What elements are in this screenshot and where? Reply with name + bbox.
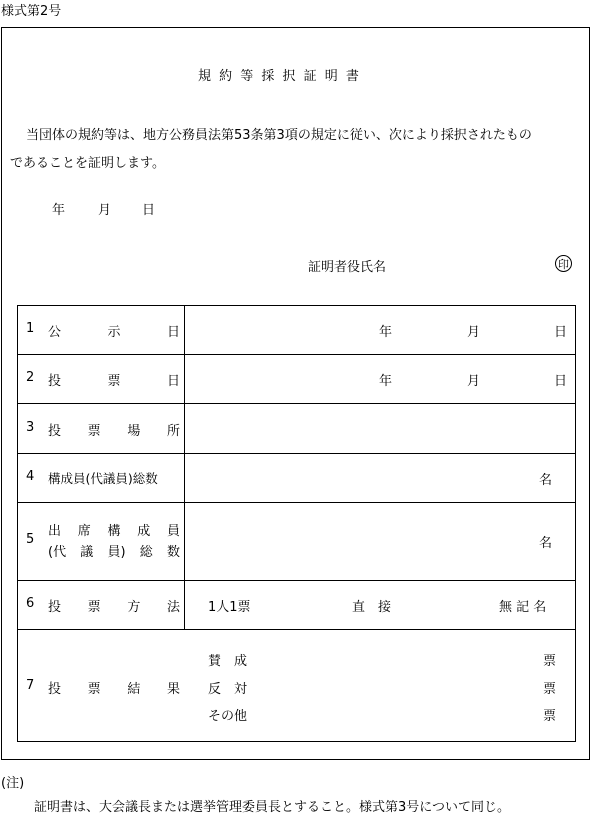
row3-label-char: 票 (87, 424, 101, 439)
date-year-label: 年 (52, 203, 66, 218)
result-other-unit: 票 (543, 709, 557, 724)
row1-number: 1 (26, 321, 35, 336)
details-table (17, 305, 576, 742)
note-label: (注) (1, 776, 25, 791)
row2-label-char: 投 (48, 374, 62, 389)
row6-label-char: 方 (127, 600, 141, 615)
row1-month: 月 (467, 325, 481, 340)
result-approve-unit: 票 (543, 654, 557, 669)
row2-label (48, 370, 180, 389)
row3-label-char: 投 (48, 424, 62, 439)
row3-label (48, 420, 180, 439)
result-approve-label: 賛 成 (208, 654, 248, 669)
row4-number: 4 (26, 469, 35, 484)
voting-method-option-2: 直 接 (352, 600, 392, 615)
row5-label-char: 成 (137, 524, 151, 539)
row1-label-char: 公 (48, 325, 62, 340)
row5-label-char: 席 (77, 524, 91, 539)
column-divider (184, 306, 185, 629)
row1-year: 年 (379, 325, 393, 340)
row-divider (18, 354, 575, 355)
row6-label (48, 596, 180, 615)
row2-label-char: 票 (107, 374, 121, 389)
row1-day: 日 (554, 325, 568, 340)
result-oppose-unit: 票 (543, 682, 557, 697)
row2-month: 月 (467, 374, 481, 389)
row-divider (18, 580, 575, 581)
row2-number: 2 (26, 370, 35, 385)
voting-method-option-3: 無 記 名 (499, 600, 547, 615)
row5-label-line1 (48, 520, 180, 539)
row5-number: 5 (26, 532, 35, 547)
row6-number: 6 (26, 596, 35, 611)
row3-number: 3 (26, 420, 35, 435)
row5-label-char: 総 (139, 545, 153, 560)
row5-label-char: 出 (48, 524, 62, 539)
row5-label-char: 議 (80, 545, 94, 560)
row1-label-char: 示 (107, 325, 121, 340)
row2-year: 年 (379, 374, 393, 389)
row7-label-char: 投 (48, 682, 62, 697)
row-divider (18, 502, 575, 503)
note-text: 証明書は、大会議長または選挙管理委員長とすること。様式第3号について同じ。 (34, 800, 511, 815)
row6-label-char: 投 (48, 600, 62, 615)
row5-label-char: (代 (48, 545, 67, 560)
form-number: 様式第2号 (1, 4, 62, 19)
row2-day: 日 (554, 374, 568, 389)
row-divider (18, 629, 575, 630)
result-other-label: その他 (208, 709, 248, 724)
date-day-label: 日 (142, 203, 156, 218)
row6-label-char: 票 (87, 600, 101, 615)
row3-label-char: 所 (166, 424, 180, 439)
certifier-label: 証明者役氏名 (308, 260, 387, 275)
page-title: 規 約 等 採 択 証 明 書 (198, 69, 361, 84)
row7-label (48, 678, 180, 697)
row4-unit: 名 (539, 473, 553, 488)
row4-label: 構成員(代議員)総数 (48, 471, 158, 486)
row-divider (18, 453, 575, 454)
body-text-line2: であることを証明します。 (10, 156, 165, 171)
row5-unit: 名 (539, 536, 553, 551)
row7-number: 7 (26, 678, 35, 693)
seal-mark: 印 (555, 255, 572, 272)
date-month-label: 月 (98, 203, 112, 218)
row1-label-char: 日 (166, 325, 180, 340)
row3-label-char: 場 (127, 424, 141, 439)
voting-method-option-1: 1人1票 (208, 600, 251, 615)
row5-label-char: 員 (166, 524, 180, 539)
row-divider (18, 403, 575, 404)
row1-label (48, 321, 180, 340)
row5-label-char: 構 (107, 524, 121, 539)
body-text-line1: 当団体の規約等は、地方公務員法第53条第3項の規定に従い、次により採択されたもの (26, 128, 532, 143)
result-oppose-label: 反 対 (208, 682, 248, 697)
row7-label-char: 票 (87, 682, 101, 697)
row6-label-char: 法 (166, 600, 180, 615)
row5-label-char: 数 (166, 545, 180, 560)
row5-label-line2 (48, 541, 180, 560)
row7-label-char: 結 (127, 682, 141, 697)
row2-label-char: 日 (166, 374, 180, 389)
row5-label-char: 員) (107, 545, 126, 560)
row7-label-char: 果 (166, 682, 180, 697)
